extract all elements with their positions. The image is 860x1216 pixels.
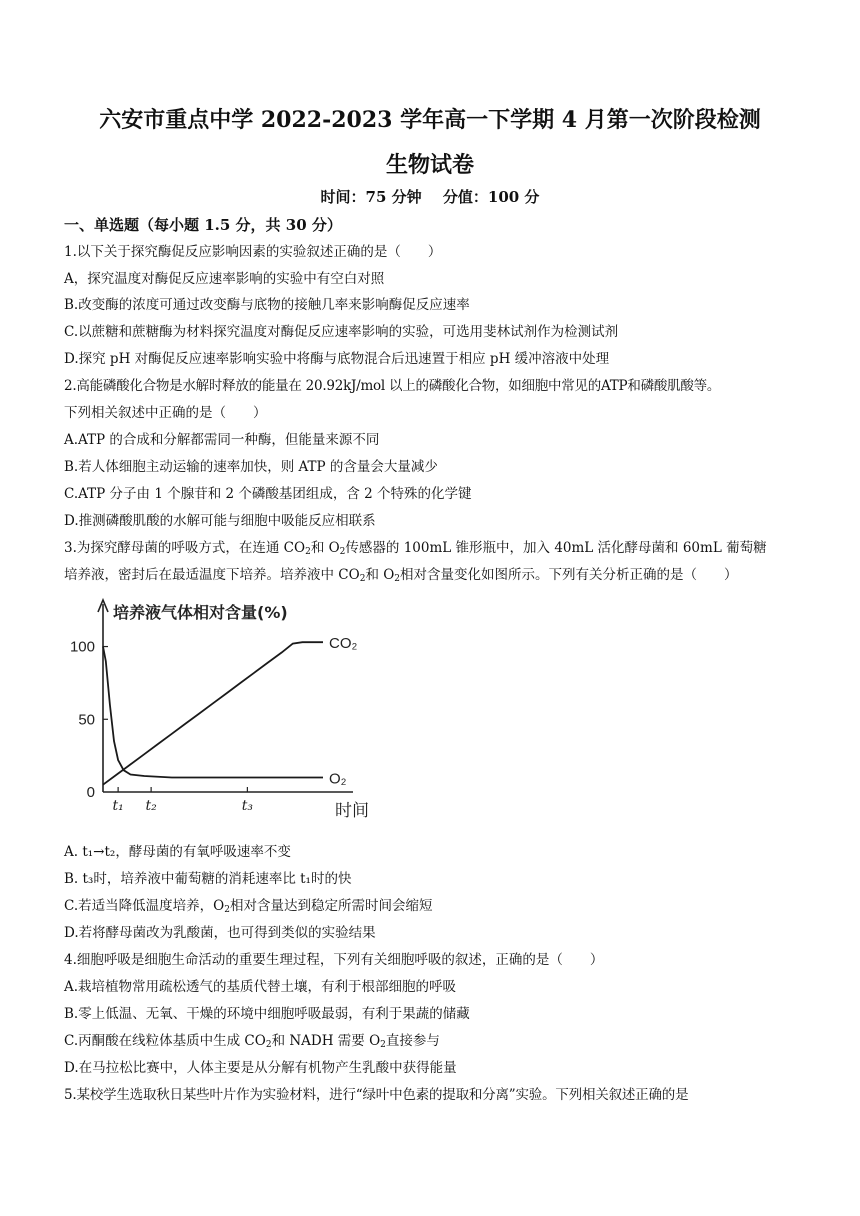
exam-score: 分值：100 分 <box>442 188 540 206</box>
q3-option-c: C.若适当降低温度培养，$O_2$相对含量达到稳定所需时间会缩短 <box>64 898 433 915</box>
document-title: 六安市重点中学 2022-2023 学年高一下学期 4 月第一次阶段检测 <box>99 107 761 133</box>
q1-option-a: A，探究温度对酶促反应速率影响的实验中有空白对照 <box>64 271 385 287</box>
q3-option-b: B. t₃时，培养液中葡萄糖的消耗速率比 t₁时的快 <box>64 871 352 887</box>
q3-stem-line2: 培养液，密封后在最适温度下培养。培养液中 $CO_2$和 $O_2$相对含量变化如图所示。下列有关分析正确的是（ ） <box>64 567 738 584</box>
x-axis-label: 时间 <box>335 801 369 821</box>
q3-option-d: D.若将酵母菌改为乳酸菌，也可得到类似的实验结果 <box>64 925 376 941</box>
series-line-o2 <box>103 647 323 778</box>
q2-stem-line2: 下列相关叙述中正确的是（ ） <box>64 405 267 421</box>
gas-content-chart <box>60 592 390 832</box>
q2-option-b: B.若人体细胞主动运输的速率加快，则 ATP 的含量会大量减少 <box>64 459 438 475</box>
exam-time: 时间：75 分钟 <box>320 188 422 206</box>
y-tick-label: 50 <box>78 711 95 729</box>
y-axis-label: 培养液气体相对含量(%) <box>113 603 288 622</box>
q2-stem-line1: 2.高能磷酸化合物是水解时释放的能量在 20.92kJ/mol 以上的磷酸化合物，如细胞中常见的ATP和磷酸肌酸等。 <box>64 378 721 394</box>
q4-option-c: C.丙酮酸在线粒体基质中生成 $CO_2$和 NADH 需要 $O_2$直接参与 <box>64 1033 440 1050</box>
y-tick-label: 0 <box>86 784 95 801</box>
q4-stem: 4.细胞呼吸是细胞生命活动的重要生理过程，下列有关细胞呼吸的叙述，正确的是（ ） <box>64 952 604 968</box>
q3-option-a: A. t₁→t₂，酵母菌的有氧呼吸速率不变 <box>64 844 291 860</box>
document-subtitle: 生物试卷 <box>385 152 474 178</box>
series-label: O₂ <box>329 770 347 788</box>
q4-option-a: A.栽培植物常用疏松透气的基质代替土壤，有利于根部细胞的呼吸 <box>64 979 457 995</box>
section-heading: 一、单选题（每小题 1.5 分，共 30 分） <box>64 216 342 234</box>
q4-option-b: B.零上低温、无氧、干燥的环境中细胞呼吸最弱，有利于果蔬的储藏 <box>64 1006 470 1022</box>
q2-option-c: C.ATP 分子由 1 个腺苷和 2 个磷酸基团组成，含 2 个特殊的化学键 <box>64 486 472 502</box>
y-tick-label: 100 <box>69 638 95 656</box>
q1-stem: 1.以下关于探究酶促反应影响因素的实验叙述正确的是（ ） <box>64 244 442 260</box>
q2-option-d: D.推测磷酸肌酸的水解可能与细胞中吸能反应相联系 <box>64 513 376 529</box>
q5-stem: 5.某校学生选取秋日某些叶片作为实验材料，进行“绿叶中色素的提取和分离”实验。下列相关叙述正确的是 <box>64 1087 689 1103</box>
q2-option-a: A.ATP 的合成和分解都需同一种酶，但能量来源不同 <box>64 432 380 448</box>
q1-option-c: C.以蔗糖和蔗糖酶为材料探究温度对酶促反应速率影响的实验，可选用斐林试剂作为检测试剂 <box>64 324 619 340</box>
q1-option-b: B.改变酶的浓度可通过改变酶与底物的接触几率来影响酶促反应速率 <box>64 297 470 313</box>
series-label: CO₂ <box>329 635 358 653</box>
q4-option-d: D.在马拉松比赛中，人体主要是从分解有机物产生乳酸中获得能量 <box>64 1060 457 1076</box>
x-tick-label: t₁ <box>112 798 124 814</box>
q3-stem-line1: 3.为探究酵母菌的呼吸方式，在连通 $CO_2$和 $O_2$传感器的 100mL 锥形瓶中，加入 40mL 活化酵母菌和 60mL 葡萄糖 <box>64 540 767 557</box>
exam-meta <box>0 186 860 207</box>
x-tick-label: t₃ <box>241 798 253 814</box>
q1-option-d: D.探究 pH 对酶促反应速率影响实验中将酶与底物混合后迅速置于相应 pH 缓冲溶液中处理 <box>64 351 610 367</box>
x-tick-label: t₂ <box>145 798 157 814</box>
series-line-co2 <box>103 642 323 785</box>
